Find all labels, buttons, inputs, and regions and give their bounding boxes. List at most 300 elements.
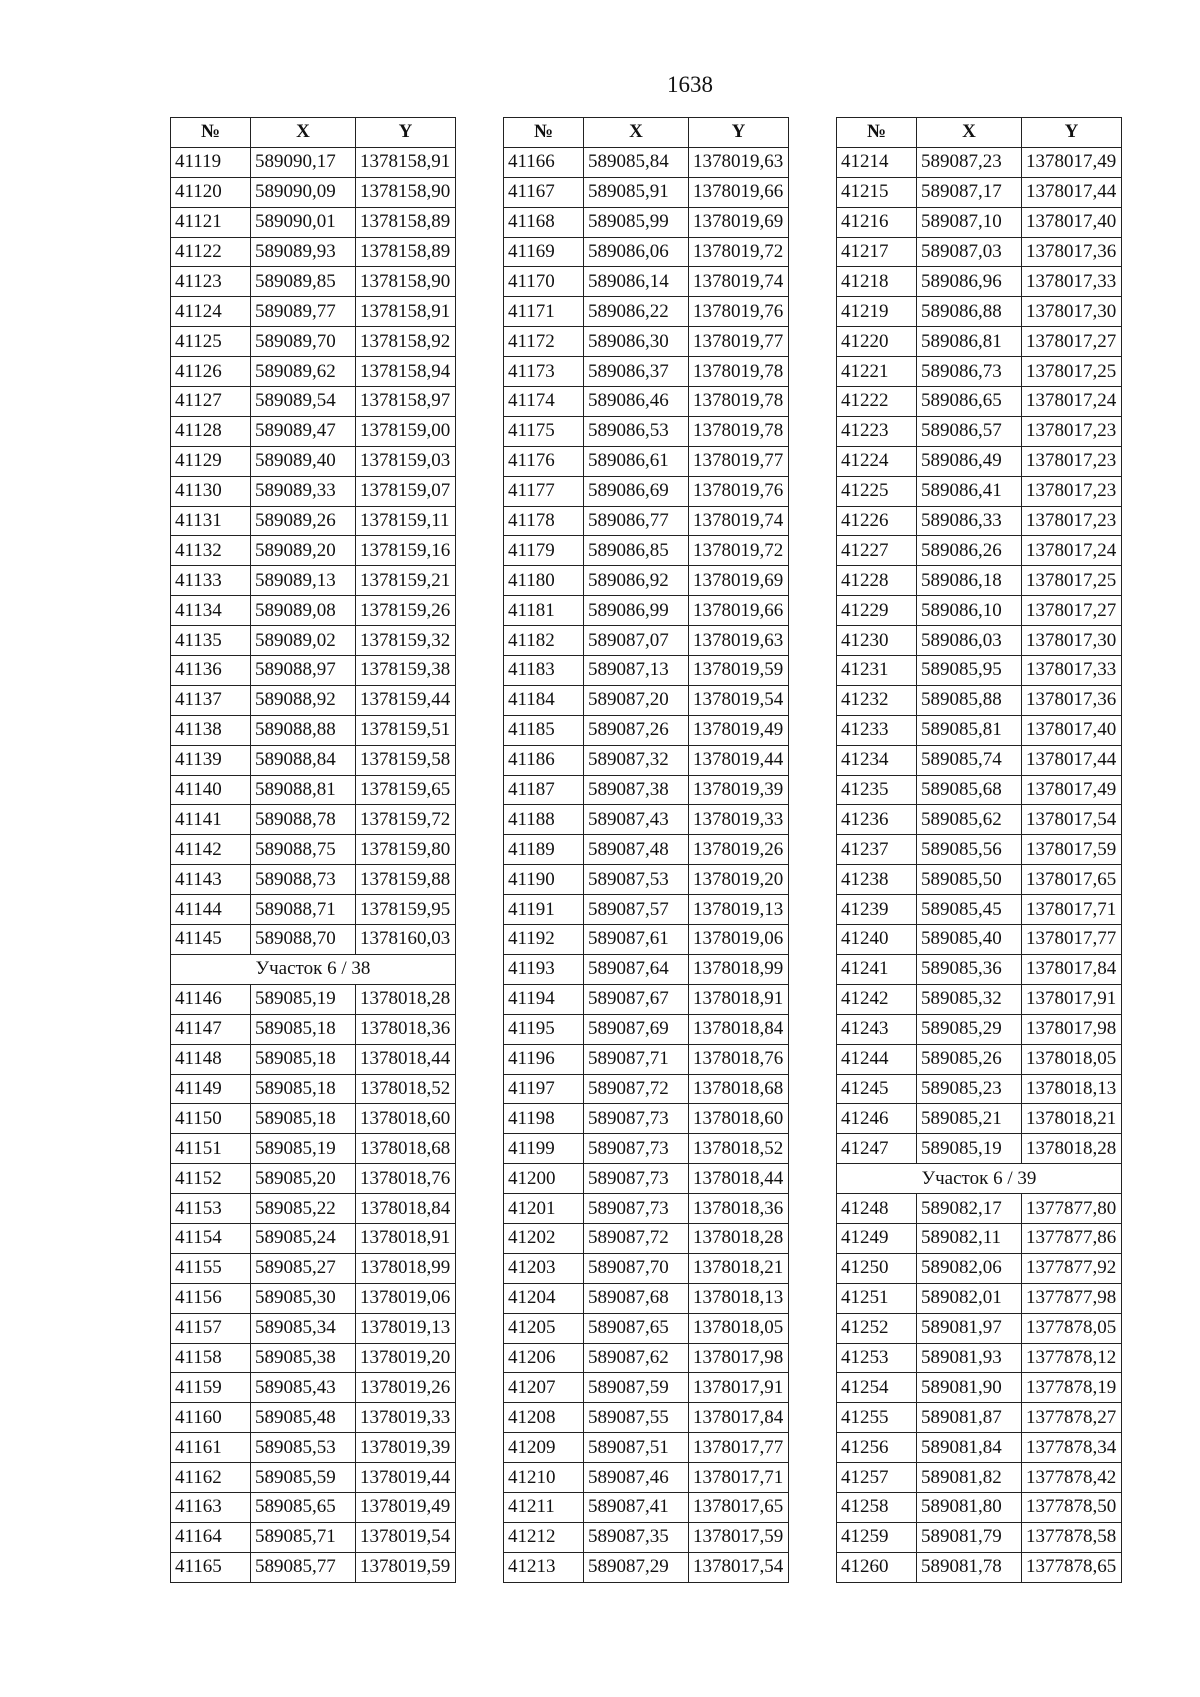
cell-x: 589089,70: [251, 327, 356, 357]
table-row: [504, 626, 789, 656]
cell-y: 1378019,06: [356, 1283, 456, 1313]
table-row: [837, 596, 1122, 626]
table-row: [504, 1433, 789, 1463]
table-row: [837, 1463, 1122, 1493]
cell-y: 1378017,27: [1022, 327, 1122, 357]
cell-x: 589087,26: [584, 715, 689, 745]
cell-number: 41176: [504, 446, 584, 476]
cell-number: 41170: [504, 267, 584, 297]
cell-number: 41133: [171, 566, 251, 596]
cell-y: 1378159,03: [356, 446, 456, 476]
cell-y: 1378159,65: [356, 775, 456, 805]
cell-number: 41148: [171, 1044, 251, 1074]
table-row: [171, 147, 456, 177]
cell-number: 41237: [837, 835, 917, 865]
cell-number: 41200: [504, 1164, 584, 1194]
cell-number: 41146: [171, 984, 251, 1014]
table-row: [171, 1373, 456, 1403]
table-row: [504, 476, 789, 506]
cell-x: 589086,49: [917, 446, 1022, 476]
cell-number: 41128: [171, 416, 251, 446]
cell-y: 1378017,77: [689, 1433, 789, 1463]
table-row: [504, 416, 789, 446]
cell-y: 1378018,84: [689, 1014, 789, 1044]
table-row: [504, 1044, 789, 1074]
cell-number: 41142: [171, 835, 251, 865]
cell-y: 1378019,63: [689, 147, 789, 177]
cell-x: 589087,13: [584, 656, 689, 686]
cell-y: 1378159,88: [356, 865, 456, 895]
cell-x: 589087,41: [584, 1492, 689, 1522]
table-row: [504, 1373, 789, 1403]
cell-x: 589087,64: [584, 954, 689, 984]
table-row: [171, 536, 456, 566]
cell-number: 41225: [837, 476, 917, 506]
page-number: 1638: [667, 72, 713, 97]
cell-number: 41216: [837, 207, 917, 237]
cell-x: 589085,45: [917, 895, 1022, 925]
table-row: [504, 1014, 789, 1044]
header-y: Y: [689, 118, 789, 148]
coordinates-table-3: [836, 117, 1122, 1583]
table-row: [504, 1492, 789, 1522]
cell-number: 41182: [504, 626, 584, 656]
coordinates-table-2: [503, 117, 789, 1583]
cell-number: 41202: [504, 1223, 584, 1253]
table-row: [504, 954, 789, 984]
table-row: [837, 1313, 1122, 1343]
table-row: [171, 1014, 456, 1044]
cell-number: 41212: [504, 1522, 584, 1552]
cell-y: 1377877,80: [1022, 1194, 1122, 1224]
cell-x: 589085,18: [251, 1044, 356, 1074]
cell-y: 1377878,34: [1022, 1433, 1122, 1463]
cell-y: 1378019,49: [689, 715, 789, 745]
cell-number: 41155: [171, 1253, 251, 1283]
cell-x: 589088,92: [251, 685, 356, 715]
cell-y: 1378019,49: [356, 1492, 456, 1522]
cell-y: 1378017,71: [1022, 895, 1122, 925]
table-row: [837, 895, 1122, 925]
cell-x: 589087,29: [584, 1552, 689, 1582]
cell-number: 41208: [504, 1403, 584, 1433]
cell-x: 589082,17: [917, 1194, 1022, 1224]
cell-x: 589087,62: [584, 1343, 689, 1373]
cell-number: 41213: [504, 1552, 584, 1582]
cell-x: 589089,62: [251, 357, 356, 387]
cell-y: 1378159,80: [356, 835, 456, 865]
cell-x: 589086,03: [917, 626, 1022, 656]
cell-number: 41150: [171, 1104, 251, 1134]
table-row: [504, 1074, 789, 1104]
cell-x: 589082,11: [917, 1223, 1022, 1253]
cell-x: 589089,77: [251, 297, 356, 327]
cell-x: 589085,84: [584, 147, 689, 177]
cell-x: 589089,93: [251, 237, 356, 267]
cell-x: 589086,33: [917, 506, 1022, 536]
cell-x: 589088,71: [251, 895, 356, 925]
cell-x: 589088,73: [251, 865, 356, 895]
cell-y: 1378017,33: [1022, 267, 1122, 297]
cell-number: 41153: [171, 1194, 251, 1224]
cell-x: 589087,73: [584, 1164, 689, 1194]
table-row: [837, 1373, 1122, 1403]
table-row: [504, 1223, 789, 1253]
table-row: [504, 1552, 789, 1582]
table-row: [171, 1283, 456, 1313]
cell-x: 589085,48: [251, 1403, 356, 1433]
table-row: [171, 1104, 456, 1134]
cell-y: 1377877,92: [1022, 1253, 1122, 1283]
cell-number: 41173: [504, 357, 584, 387]
cell-number: 41246: [837, 1104, 917, 1134]
cell-number: 41238: [837, 865, 917, 895]
cell-y: 1378158,89: [356, 237, 456, 267]
header-y: Y: [356, 118, 456, 148]
cell-x: 589082,06: [917, 1253, 1022, 1283]
cell-y: 1378017,65: [689, 1492, 789, 1522]
cell-number: 41243: [837, 1014, 917, 1044]
cell-number: 41221: [837, 357, 917, 387]
cell-y: 1378017,25: [1022, 357, 1122, 387]
cell-x: 589081,84: [917, 1433, 1022, 1463]
table-row: [504, 297, 789, 327]
cell-number: 41181: [504, 596, 584, 626]
table-row: [171, 446, 456, 476]
table-row: [837, 1194, 1122, 1224]
cell-y: 1378018,91: [689, 984, 789, 1014]
cell-x: 589087,68: [584, 1283, 689, 1313]
table-row: [504, 1313, 789, 1343]
cell-y: 1378019,20: [689, 865, 789, 895]
cell-x: 589085,43: [251, 1373, 356, 1403]
table-row: [171, 1194, 456, 1224]
cell-y: 1378158,94: [356, 357, 456, 387]
cell-x: 589086,69: [584, 476, 689, 506]
header-x: X: [584, 118, 689, 148]
cell-x: 589085,38: [251, 1343, 356, 1373]
cell-y: 1378017,54: [1022, 805, 1122, 835]
cell-y: 1378019,77: [689, 446, 789, 476]
table-row: [171, 1253, 456, 1283]
cell-number: 41186: [504, 745, 584, 775]
cell-x: 589087,07: [584, 626, 689, 656]
cell-number: 41141: [171, 805, 251, 835]
cell-number: 41222: [837, 387, 917, 417]
table-row: [171, 416, 456, 446]
cell-y: 1378158,92: [356, 327, 456, 357]
cell-x: 589087,73: [584, 1104, 689, 1134]
cell-y: 1378018,21: [1022, 1104, 1122, 1134]
table-row: [504, 1134, 789, 1164]
cell-x: 589086,77: [584, 506, 689, 536]
cell-y: 1378158,90: [356, 267, 456, 297]
table-row: [504, 1194, 789, 1224]
cell-y: 1378019,59: [356, 1552, 456, 1582]
cell-x: 589089,13: [251, 566, 356, 596]
cell-y: 1378019,54: [689, 685, 789, 715]
cell-number: 41171: [504, 297, 584, 327]
cell-number: 41258: [837, 1492, 917, 1522]
header-row: [837, 118, 1122, 148]
cell-y: 1378017,54: [689, 1552, 789, 1582]
cell-x: 589087,23: [917, 147, 1022, 177]
cell-y: 1378018,21: [689, 1253, 789, 1283]
cell-x: 589085,24: [251, 1223, 356, 1253]
cell-x: 589085,23: [917, 1074, 1022, 1104]
cell-x: 589085,50: [917, 865, 1022, 895]
cell-x: 589087,51: [584, 1433, 689, 1463]
cell-number: 41127: [171, 387, 251, 417]
cell-x: 589088,70: [251, 925, 356, 955]
cell-number: 41201: [504, 1194, 584, 1224]
cell-y: 1378018,60: [689, 1104, 789, 1134]
cell-y: 1378017,23: [1022, 506, 1122, 536]
table-row: [837, 566, 1122, 596]
cell-y: 1377878,42: [1022, 1463, 1122, 1493]
table-row: [504, 596, 789, 626]
cell-x: 589087,73: [584, 1194, 689, 1224]
table-row: [171, 1044, 456, 1074]
cell-number: 41144: [171, 895, 251, 925]
table-row: [171, 566, 456, 596]
cell-number: 41190: [504, 865, 584, 895]
cell-y: 1377878,27: [1022, 1403, 1122, 1433]
cell-y: 1378019,74: [689, 267, 789, 297]
cell-number: 41121: [171, 207, 251, 237]
cell-y: 1378158,90: [356, 177, 456, 207]
cell-x: 589085,19: [917, 1134, 1022, 1164]
cell-x: 589085,18: [251, 1104, 356, 1134]
cell-number: 41219: [837, 297, 917, 327]
cell-y: 1378019,78: [689, 387, 789, 417]
cell-y: 1378019,33: [689, 805, 789, 835]
header-row: [171, 118, 456, 148]
cell-y: 1378018,91: [356, 1223, 456, 1253]
cell-number: 41252: [837, 1313, 917, 1343]
table-row: [171, 1074, 456, 1104]
header-number: №: [837, 118, 917, 148]
cell-x: 589087,57: [584, 895, 689, 925]
cell-number: 41241: [837, 954, 917, 984]
cell-x: 589081,90: [917, 1373, 1022, 1403]
cell-number: 41197: [504, 1074, 584, 1104]
table-row: [504, 357, 789, 387]
table-row: [504, 1283, 789, 1313]
cell-y: 1378017,59: [689, 1522, 789, 1552]
cell-x: 589085,56: [917, 835, 1022, 865]
cell-y: 1378017,49: [1022, 775, 1122, 805]
cell-x: 589086,61: [584, 446, 689, 476]
cell-y: 1378018,68: [356, 1134, 456, 1164]
cell-y: 1378018,28: [689, 1223, 789, 1253]
cell-y: 1378017,44: [1022, 177, 1122, 207]
cell-x: 589085,21: [917, 1104, 1022, 1134]
cell-number: 41253: [837, 1343, 917, 1373]
table-row: [837, 387, 1122, 417]
cell-y: 1378017,91: [1022, 984, 1122, 1014]
table-row: [504, 536, 789, 566]
table-row: [171, 177, 456, 207]
cell-number: 41199: [504, 1134, 584, 1164]
table-row: [171, 476, 456, 506]
cell-number: 41247: [837, 1134, 917, 1164]
cell-number: 41229: [837, 596, 917, 626]
cell-y: 1378017,36: [1022, 685, 1122, 715]
cell-y: 1378159,44: [356, 685, 456, 715]
cell-number: 41218: [837, 267, 917, 297]
table-row: [837, 416, 1122, 446]
table-row: [837, 1074, 1122, 1104]
cell-number: 41228: [837, 566, 917, 596]
cell-x: 589087,48: [584, 835, 689, 865]
cell-x: 589087,55: [584, 1403, 689, 1433]
header-x: X: [251, 118, 356, 148]
cell-x: 589087,70: [584, 1253, 689, 1283]
table-row: [837, 297, 1122, 327]
cell-number: 41242: [837, 984, 917, 1014]
cell-number: 41203: [504, 1253, 584, 1283]
cell-x: 589086,96: [917, 267, 1022, 297]
cell-number: 41260: [837, 1552, 917, 1582]
cell-number: 41184: [504, 685, 584, 715]
cell-x: 589088,88: [251, 715, 356, 745]
cell-y: 1378019,44: [356, 1463, 456, 1493]
cell-number: 41255: [837, 1403, 917, 1433]
cell-number: 41206: [504, 1343, 584, 1373]
cell-y: 1378159,95: [356, 895, 456, 925]
cell-number: 41159: [171, 1373, 251, 1403]
cell-number: 41161: [171, 1433, 251, 1463]
cell-number: 41244: [837, 1044, 917, 1074]
cell-number: 41235: [837, 775, 917, 805]
header-x: X: [917, 118, 1022, 148]
cell-y: 1378159,26: [356, 596, 456, 626]
cell-x: 589085,30: [251, 1283, 356, 1313]
table-row: [837, 865, 1122, 895]
table-row: [504, 506, 789, 536]
cell-number: 41192: [504, 925, 584, 955]
table-row: [504, 1104, 789, 1134]
cell-number: 41132: [171, 536, 251, 566]
cell-y: 1378019,44: [689, 745, 789, 775]
header-number: №: [504, 118, 584, 148]
cell-x: 589085,74: [917, 745, 1022, 775]
cell-number: 41240: [837, 925, 917, 955]
cell-number: 41140: [171, 775, 251, 805]
cell-x: 589086,10: [917, 596, 1022, 626]
cell-x: 589089,54: [251, 387, 356, 417]
table-row: [171, 895, 456, 925]
table-row: [837, 506, 1122, 536]
cell-number: 41187: [504, 775, 584, 805]
table-row: [504, 1463, 789, 1493]
table-row: [504, 984, 789, 1014]
cell-number: 41135: [171, 626, 251, 656]
cell-number: 41123: [171, 267, 251, 297]
cell-y: 1378160,03: [356, 925, 456, 955]
table-row: [171, 775, 456, 805]
cell-number: 41152: [171, 1164, 251, 1194]
cell-number: 41236: [837, 805, 917, 835]
cell-y: 1377877,86: [1022, 1223, 1122, 1253]
table-row: [171, 1313, 456, 1343]
cell-number: 41137: [171, 685, 251, 715]
cell-x: 589081,79: [917, 1522, 1022, 1552]
table-row: [504, 895, 789, 925]
cell-y: 1378158,91: [356, 147, 456, 177]
cell-x: 589087,53: [584, 865, 689, 895]
cell-number: 41232: [837, 685, 917, 715]
cell-y: 1378019,13: [356, 1313, 456, 1343]
cell-x: 589086,37: [584, 357, 689, 387]
cell-number: 41205: [504, 1313, 584, 1343]
cell-x: 589087,38: [584, 775, 689, 805]
cell-x: 589086,57: [917, 416, 1022, 446]
cell-x: 589088,97: [251, 656, 356, 686]
cell-number: 41191: [504, 895, 584, 925]
cell-number: 41169: [504, 237, 584, 267]
cell-y: 1377878,19: [1022, 1373, 1122, 1403]
cell-number: 41178: [504, 506, 584, 536]
cell-number: 41233: [837, 715, 917, 745]
cell-x: 589087,71: [584, 1044, 689, 1074]
table-row: [837, 626, 1122, 656]
cell-x: 589085,99: [584, 207, 689, 237]
cell-y: 1378159,00: [356, 416, 456, 446]
table-row: [837, 476, 1122, 506]
table-row: [837, 656, 1122, 686]
cell-number: 41224: [837, 446, 917, 476]
table-row: [837, 207, 1122, 237]
cell-number: 41165: [171, 1552, 251, 1582]
cell-x: 589086,41: [917, 476, 1022, 506]
cell-y: 1378158,89: [356, 207, 456, 237]
cell-number: 41126: [171, 357, 251, 387]
cell-number: 41177: [504, 476, 584, 506]
cell-y: 1378019,69: [689, 566, 789, 596]
cell-y: 1378017,98: [1022, 1014, 1122, 1044]
cell-number: 41189: [504, 835, 584, 865]
cell-number: 41168: [504, 207, 584, 237]
cell-number: 41156: [171, 1283, 251, 1313]
cell-x: 589088,78: [251, 805, 356, 835]
cell-number: 41179: [504, 536, 584, 566]
table-row: [171, 835, 456, 865]
cell-x: 589087,20: [584, 685, 689, 715]
table-row: [837, 267, 1122, 297]
cell-number: 41223: [837, 416, 917, 446]
cell-number: 41257: [837, 1463, 917, 1493]
cell-y: 1378019,69: [689, 207, 789, 237]
table-row: [837, 237, 1122, 267]
cell-number: 41160: [171, 1403, 251, 1433]
cell-y: 1377878,05: [1022, 1313, 1122, 1343]
coordinates-table-1: [170, 117, 456, 1583]
cell-y: 1378017,27: [1022, 596, 1122, 626]
cell-x: 589085,34: [251, 1313, 356, 1343]
cell-x: 589089,33: [251, 476, 356, 506]
cell-x: 589085,71: [251, 1522, 356, 1552]
table-row: [837, 745, 1122, 775]
cell-x: 589081,87: [917, 1403, 1022, 1433]
cell-y: 1378019,66: [689, 177, 789, 207]
table-row: [504, 207, 789, 237]
table-row: [837, 446, 1122, 476]
table-row: [504, 1253, 789, 1283]
cell-number: 41157: [171, 1313, 251, 1343]
table-row: [837, 1283, 1122, 1313]
